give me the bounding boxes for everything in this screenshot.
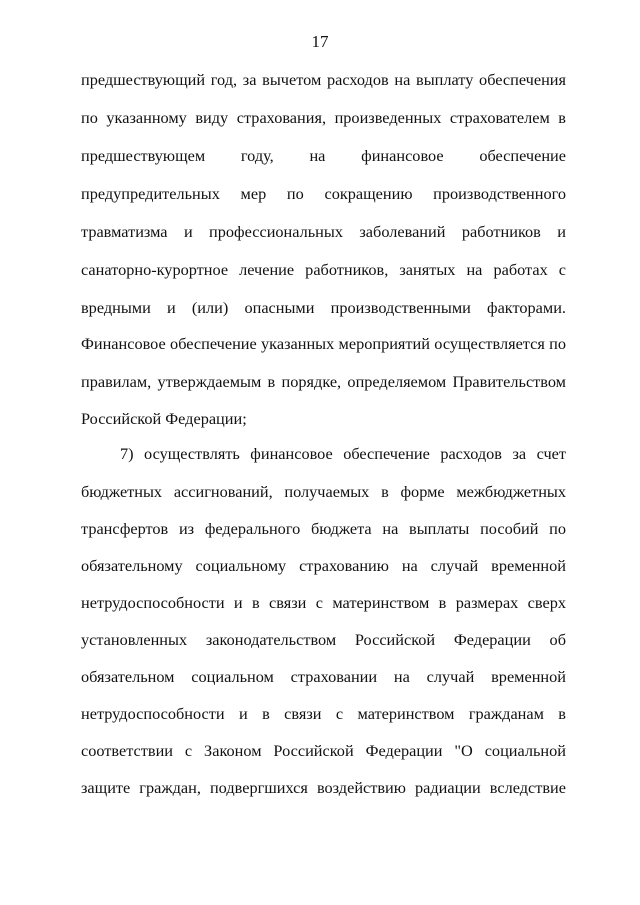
- text-line: Российской Федерации;: [81, 409, 247, 428]
- text-line: трансфертов из федерального бюджета на выплаты пособий по: [81, 519, 566, 538]
- text-line: нетрудоспособности и в связи с материнством гражданам в: [81, 704, 566, 723]
- text-line: предшествующий год, за вычетом расходов на выплату обеспечения: [81, 70, 566, 89]
- text-line: травматизма и профессиональных заболеваний работников и: [81, 222, 566, 241]
- text-line: 7) осуществлять финансовое обеспечение расходов за счет: [120, 444, 566, 463]
- text-line: предупредительных мер по сокращению производственного: [81, 184, 566, 203]
- text-line: Финансовое обеспечение указанных мероприятий осуществляется по: [81, 334, 566, 353]
- text-line: правилам, утверждаемым в порядке, определяемом Правительством: [81, 372, 566, 391]
- text-line: нетрудоспособности и в связи с материнством в размерах сверх: [81, 593, 566, 612]
- text-line: по указанному виду страхования, произведенных страхователем в: [81, 108, 566, 127]
- text-line: санаторно-курортное лечение работников, занятых на работах с: [81, 260, 566, 279]
- text-line: вредными и (или) опасными производственными факторами.: [81, 298, 566, 317]
- text-line: бюджетных ассигнований, получаемых в форме межбюджетных: [81, 482, 566, 501]
- text-line: соответствии с Законом Российской Федерации "О социальной: [81, 741, 566, 760]
- text-line: защите граждан, подвергшихся воздействию радиации вследствие: [81, 778, 566, 797]
- text-line: установленных законодательством Российской Федерации об: [81, 630, 566, 649]
- page-number: 17: [311, 32, 329, 51]
- text-line: предшествующем году, на финансовое обеспечение: [81, 146, 566, 165]
- text-line: обязательном социальном страховании на случай временной: [81, 667, 566, 686]
- text-line: обязательному социальному страхованию на случай временной: [81, 556, 566, 575]
